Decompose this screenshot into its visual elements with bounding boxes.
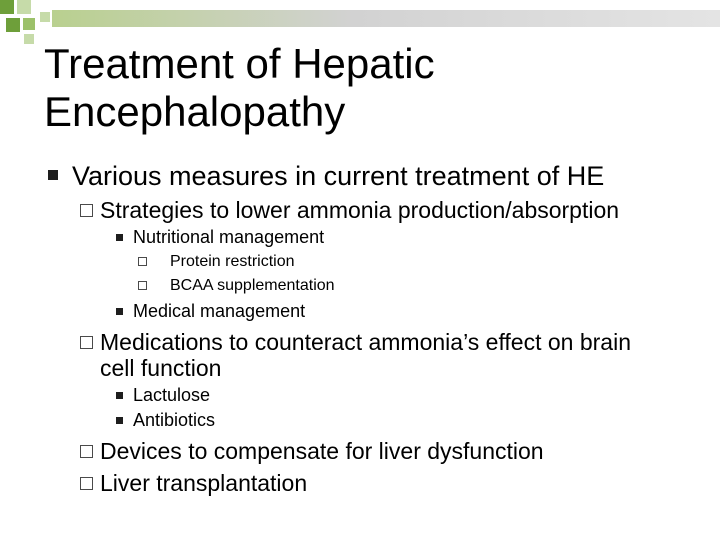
title-line-1: Treatment of Hepatic [44, 40, 435, 87]
deco-square-6 [24, 34, 34, 44]
hollow-square-bullet-icon [80, 204, 93, 217]
bullet-text: Protein restriction [170, 253, 295, 270]
bullet-text: Lactulose [133, 385, 211, 405]
bullet-text: Liver transplantation [100, 470, 308, 496]
bullet-text: Devices to compensate for liver dysfunction [100, 438, 544, 464]
slide-title [44, 40, 684, 136]
title-line-2: Encephalopathy [44, 88, 346, 135]
deco-square-3 [6, 18, 20, 32]
hollow-square-bullet-icon [80, 477, 93, 490]
deco-square-1 [0, 0, 14, 14]
hollow-square-bullet-icon [80, 445, 93, 458]
deco-square-2 [17, 0, 31, 14]
bullet-text: BCAA supplementation [170, 277, 335, 294]
deco-square-4 [23, 18, 35, 30]
bullet-text-line-1: Medications to counteract ammonia’s effect on brain [100, 329, 631, 355]
bullet-text-line-2: cell function [100, 355, 222, 381]
bullet-text: Antibiotics [133, 410, 216, 430]
bullet-text: Nutritional management [133, 227, 325, 247]
bullet-text: Medical management [133, 301, 306, 321]
bullet-text: Strategies to lower ammonia production/absorption [100, 197, 620, 223]
bullet-text: Various measures in current treatment of HE [72, 161, 605, 191]
filled-square-bullet-icon [48, 170, 58, 180]
deco-square-5 [40, 12, 50, 22]
filled-square-bullet-icon [116, 417, 123, 424]
hollow-square-bullet-icon [80, 336, 93, 349]
hollow-square-bullet-icon [138, 257, 147, 266]
filled-square-bullet-icon [116, 234, 123, 241]
top-gradient-bar [52, 10, 720, 27]
filled-square-bullet-icon [116, 392, 123, 399]
filled-square-bullet-icon [116, 308, 123, 315]
hollow-square-bullet-icon [138, 281, 147, 290]
